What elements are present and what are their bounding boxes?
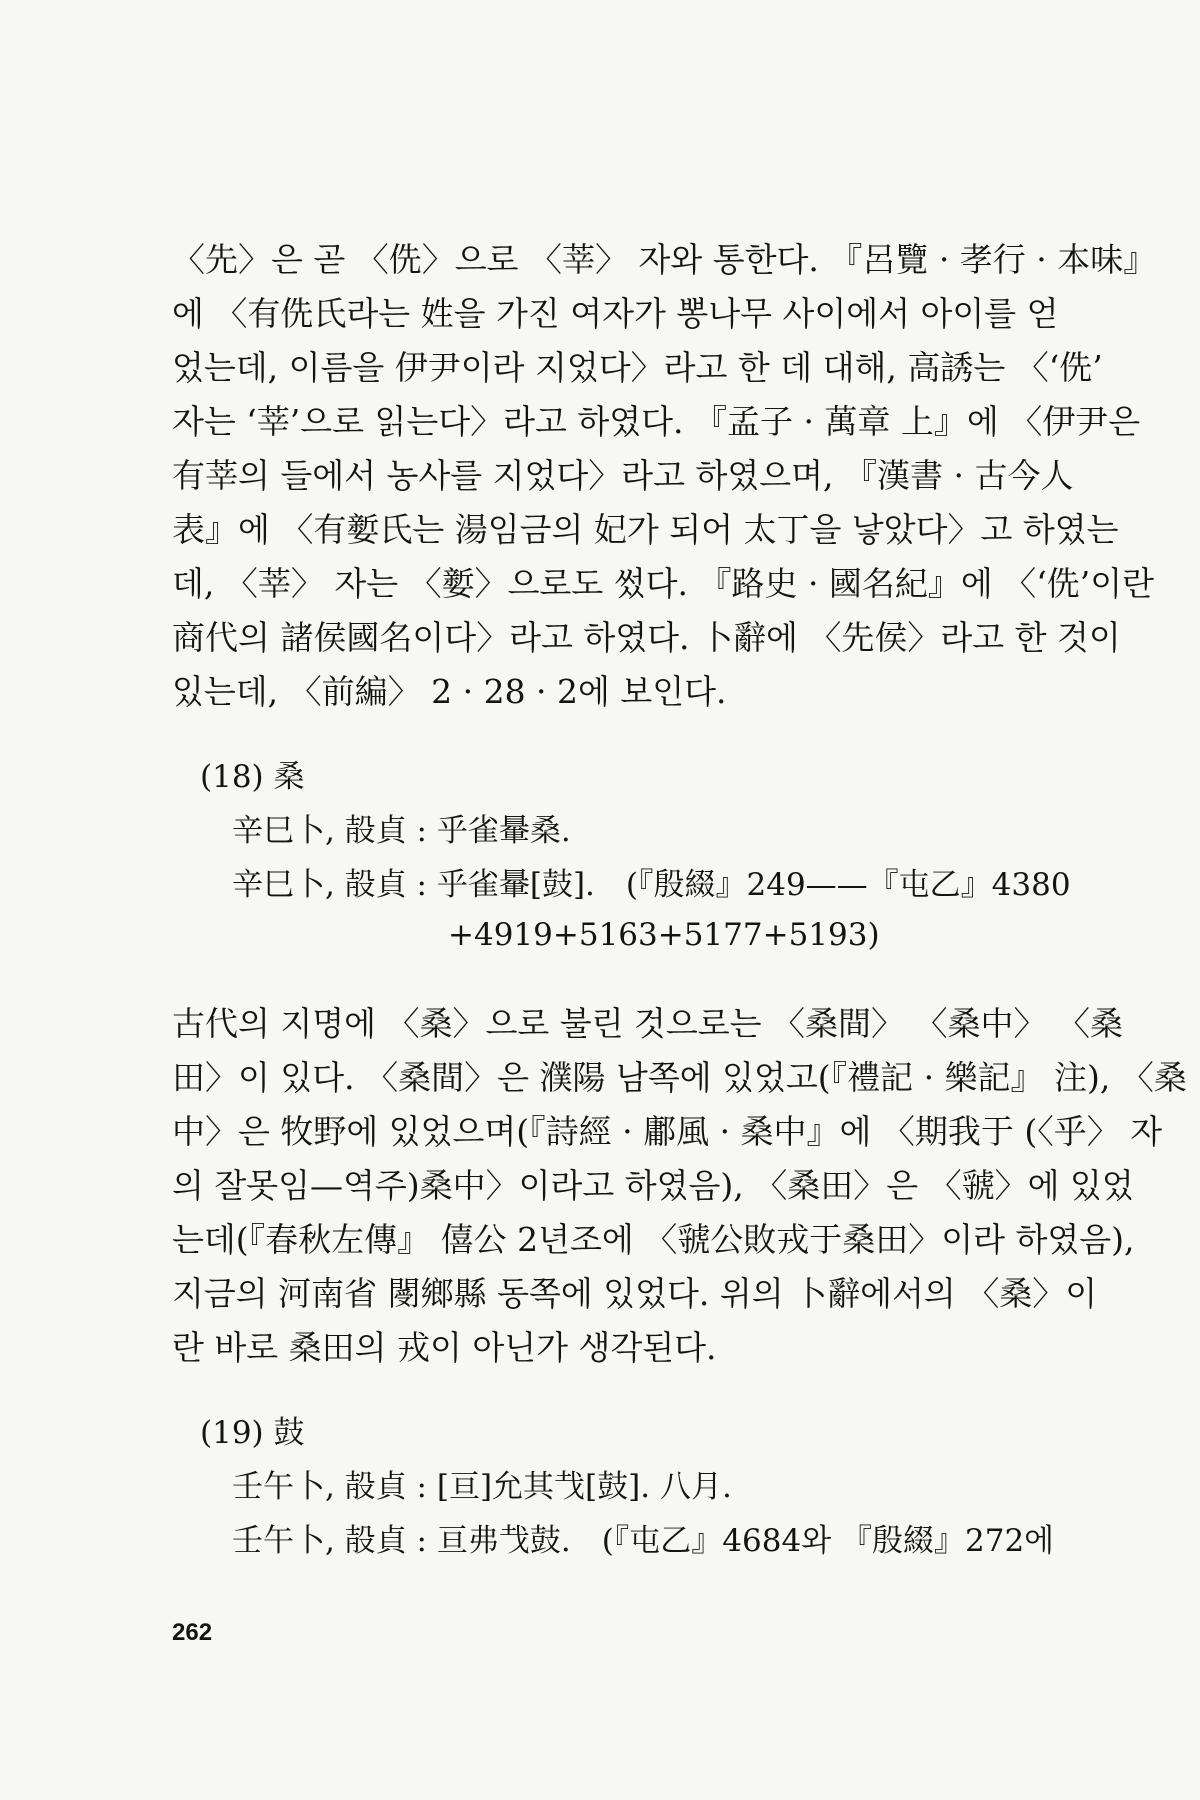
paragraph-2-line: 지금의 河南省 閿鄉縣 동쪽에 있었다. 위의 卜辭에서의 〈桑〉이: [172, 1274, 1098, 1313]
page-number: 262: [172, 1619, 213, 1646]
paragraph-1-line: 있는데, 〈前編〉 2 · 28 · 2에 보인다.: [172, 672, 727, 711]
paragraph-1-line: 데, 〈莘〉 자는 〈㜪〉으로도 썼다. 『路史 · 國名紀』에 〈‘侁’이란: [172, 564, 1155, 603]
inscription-line: 壬午卜, 㱿貞 : [亘]允其𢦏[鼓]. 八月.: [232, 1469, 732, 1505]
paragraph-1-line: 었는데, 이름을 伊尹이라 지었다〉라고 한 데 대해, 高誘는 〈‘侁’: [172, 348, 1103, 387]
paragraph-1-line: 有莘의 들에서 농사를 지었다〉라고 하였으며, 『漢書 · 古今人: [172, 456, 1074, 495]
paragraph-1-line: 자는 ‘莘’으로 읽는다〉라고 하였다. 『孟子 · 萬章 上』에 〈伊尹은: [172, 402, 1141, 441]
inscription-reference: +4919+5163+5177+5193): [448, 917, 880, 953]
paragraph-2-line: 의 잘못임—역주)桑中〉이라고 하였음), 〈桑田〉은 〈虢〉에 있었: [172, 1166, 1134, 1205]
section-heading-19: (19) 鼓: [200, 1415, 305, 1451]
paragraph-2-line: 란 바로 桑田의 戎이 아닌가 생각된다.: [172, 1328, 717, 1367]
section-heading-18: (18) 桑: [200, 759, 305, 795]
paragraph-2-line: 田〉이 있다. 〈桑間〉은 濮陽 남쪽에 있었고(『禮記 · 樂記』 注), 〈桑: [172, 1058, 1187, 1097]
inscription-line: 辛巳卜, 㱿貞 : 乎雀䡞[鼓]. (『殷綴』249——『屯乙』4380: [232, 867, 1071, 903]
inscription-line: 辛巳卜, 㱿貞 : 乎雀䡞桑.: [232, 813, 571, 849]
inscription-line: 壬午卜, 㱿貞 : 亘弗𢦏鼓. (『屯乙』4684와 『殷綴』272에: [232, 1523, 1055, 1559]
paragraph-2-line: 中〉은 牧野에 있었으며(『詩經 · 鄘風 · 桑中』에 〈期我于 (〈乎〉 자: [172, 1112, 1163, 1151]
paragraph-1-line: 〈先〉은 곧 〈侁〉으로 〈莘〉 자와 통한다. 『呂覽 · 孝行 · 本味』: [172, 240, 1157, 279]
paragraph-1-line: 에 〈有侁氏라는 姓을 가진 여자가 뽕나무 사이에서 아이를 얻: [172, 294, 1059, 333]
paragraph-2-line: 는데(『春秋左傳』 僖公 2년조에 〈虢公敗戎于桑田〉이라 하였음),: [172, 1220, 1135, 1259]
paragraph-2-line: 古代의 지명에 〈桑〉으로 불린 것으로는 〈桑間〉 〈桑中〉 〈桑: [172, 1004, 1123, 1043]
paragraph-1-line: 表』에 〈有㜪氏는 湯임금의 妃가 되어 太丁을 낳았다〉고 하였는: [172, 510, 1119, 549]
paragraph-1-line: 商代의 諸侯國名이다〉라고 하였다. 卜辭에 〈先侯〉라고 한 것이: [172, 618, 1121, 657]
